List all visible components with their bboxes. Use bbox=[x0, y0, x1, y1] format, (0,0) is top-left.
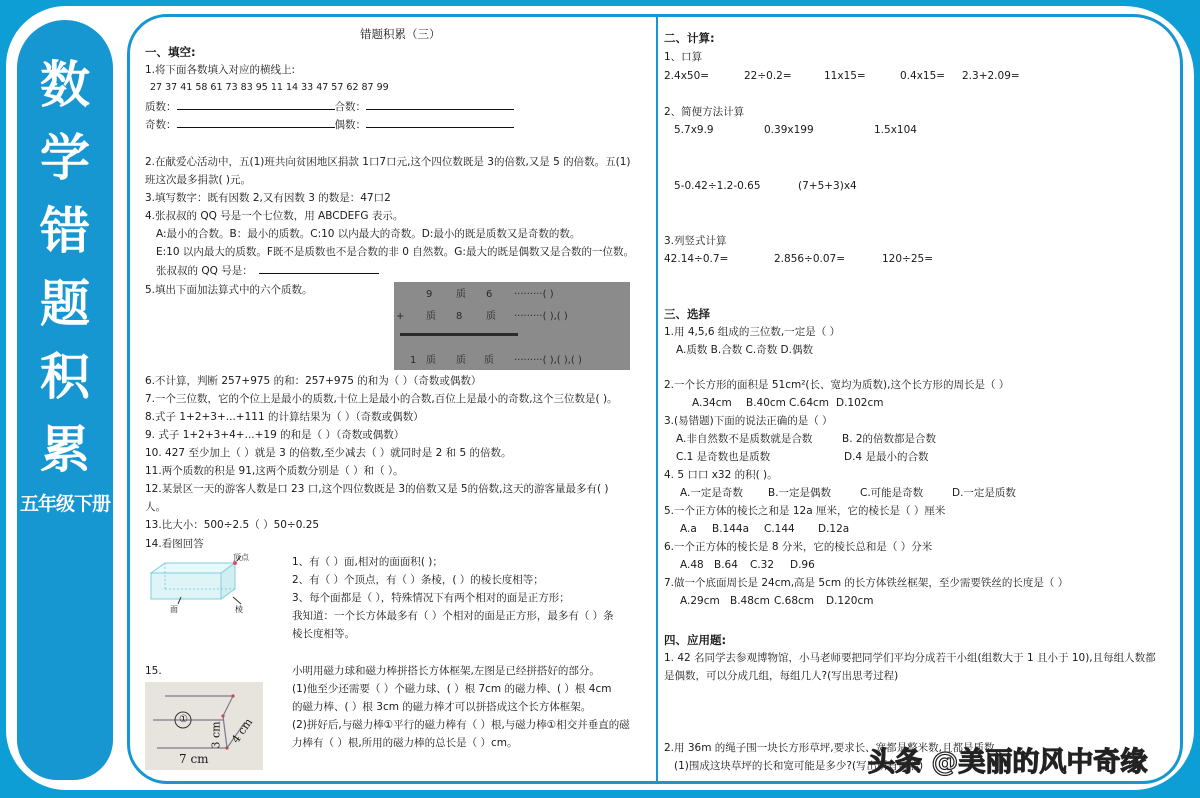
face-label: 面 bbox=[170, 605, 178, 614]
choice4-question: 4. 5 口口 x32 的积( )。 bbox=[664, 469, 778, 481]
mental-math-item: 0.4x15= bbox=[900, 70, 946, 82]
app1-line2: 是偶数，可以分成几组，每组几人?(写出思考过程) bbox=[664, 670, 899, 682]
edge-label: 棱 bbox=[235, 605, 243, 614]
choice3-option: C.1 是奇数也是质数 bbox=[676, 451, 771, 463]
q14-text: 14.看图回答 bbox=[145, 538, 204, 550]
sidebar-title-char: 数 bbox=[40, 56, 90, 114]
mental-math-item: 22÷0.2= bbox=[744, 70, 792, 82]
mental-math-item: 2.4x50= bbox=[664, 70, 710, 82]
choice1-question: 1.用 4,5,6 组成的三位数,一定是（ ） bbox=[664, 326, 841, 338]
q7-text: 7.一个三位数，它的个位上是最小的质数,十位上是最小的合数,百位上是最小的奇数,这个三位数是( )。 bbox=[145, 393, 618, 405]
q15-line4: (2)拼好后,与磁力棒①平行的磁力棒有（ ）根,与磁力棒①相交并垂直的磁 bbox=[292, 719, 630, 731]
q5-prime-slot: 质 bbox=[486, 311, 496, 322]
choice1-options: A.质数 B.合数 C.奇数 D.偶数 bbox=[676, 344, 813, 356]
sidebar-title-char: 累 bbox=[40, 421, 90, 479]
q13-text: 13.比大小：500÷2.5（ ）50÷0.25 bbox=[145, 519, 320, 531]
choice5-option: B.144a bbox=[712, 523, 750, 535]
q15-line1: 小明用磁力球和磁力棒拼搭长方体框架,左图是已经拼搭好的部分。 bbox=[292, 665, 600, 677]
q5-answer-slot: ·········( ) bbox=[514, 289, 554, 300]
q4-line-a: A:最小的合数。B：最小的质数。C:10 以内最大的奇数。D:最小的既是质数又是奇数的数。 bbox=[156, 228, 581, 240]
choice2-option: B.40cm bbox=[746, 397, 786, 409]
q4-answer-row bbox=[156, 262, 379, 280]
rod-label: ① bbox=[179, 714, 188, 725]
q4-text: 4.张叔叔的 QQ 号是一个七位数，用 ABCDEFG 表示。 bbox=[145, 210, 404, 222]
sidebar-title-char: 积 bbox=[40, 348, 90, 406]
choice6-option: D.96 bbox=[790, 559, 815, 571]
choice2-option: A.34cm bbox=[692, 397, 732, 409]
odd-label: 奇数： bbox=[145, 119, 177, 131]
q5-addition-image bbox=[394, 282, 630, 370]
q5-answer-slot: ·········( ),( ) bbox=[514, 311, 568, 322]
q5-plus: + bbox=[396, 311, 405, 322]
cuboid-figure bbox=[145, 553, 263, 613]
q11-text: 11.两个质数的积是 91,这两个质数分别是（ ）和（ ）。 bbox=[145, 465, 404, 477]
composite-label: 合数： bbox=[334, 101, 366, 113]
choice3-option: B. 2的倍数都是合数 bbox=[842, 433, 937, 445]
q2-line2: 班这次最多捐款( )元。 bbox=[145, 174, 252, 186]
mental-math-item: 2.3+2.09= bbox=[962, 70, 1020, 82]
mental-math-item: 11x15= bbox=[824, 70, 866, 82]
prime-answer-line[interactable] bbox=[177, 98, 335, 110]
sidebar-title-char: 错 bbox=[40, 202, 90, 260]
choice3-option: A.非自然数不是质数就是合数 bbox=[676, 433, 813, 445]
sidebar-title-char: 学 bbox=[40, 129, 90, 187]
vertex-label: 顶点 bbox=[233, 553, 249, 562]
choice6-option: B.64 bbox=[714, 559, 738, 571]
q14-line3: 3、每个面都是（ ），特殊情况下有两个相对的面是正方形； bbox=[292, 592, 570, 604]
choice7-option: A.29cm bbox=[680, 595, 720, 607]
choice5-question: 5.一个正方体的棱长之和是 12a 厘米，它的棱长是（ ）厘米 bbox=[664, 505, 946, 517]
choice4-option: B.一定是偶数 bbox=[768, 487, 832, 499]
q1-text: 1.将下面各数填入对应的横线上: bbox=[145, 64, 296, 76]
choice5-option: D.12a bbox=[818, 523, 850, 535]
q5-prime-slot: 质 bbox=[456, 289, 466, 300]
q15-number: 15. bbox=[145, 665, 162, 677]
simplified-calc-item: (7+5+3)x4 bbox=[798, 180, 857, 192]
choice2-question: 2.一个长方形的面积是 51cm²(长、宽均为质数),这个长方形的周长是（ ） bbox=[664, 379, 1010, 391]
simplified-calc-item: 5.7x9.9 bbox=[674, 124, 714, 136]
sidebar-grade: 五年级下册 bbox=[19, 493, 110, 515]
depth-label: 4 cm bbox=[229, 715, 256, 746]
worksheet-paper bbox=[127, 14, 1183, 784]
q5-digit: 1 bbox=[410, 355, 417, 366]
q2-line1: 2.在献爱心活动中，五(1)班共向贫困地区捐款 1口7口元,这个四位数既是 3的倍数,又是 5 的倍数。五(1) bbox=[145, 156, 631, 168]
column-divider bbox=[656, 17, 658, 781]
simplified-calc-item: 5-0.42÷1.2-0.65 bbox=[674, 180, 761, 192]
q12-line2: 人。 bbox=[145, 501, 166, 513]
choice4-option: D.一定是质数 bbox=[952, 487, 1016, 499]
choice7-option: B.48cm bbox=[730, 595, 770, 607]
even-answer-line[interactable] bbox=[366, 116, 514, 128]
q9-text: 9. 式子 1+2+3+4+...+19 的和是（ ）（奇数或偶数） bbox=[145, 429, 405, 441]
choice3-question: 3.(易错题)下面的说法正确的是（ ） bbox=[664, 415, 833, 427]
width-label: 7 cm bbox=[179, 752, 209, 766]
choice7-question: 7.做一个底面周长是 24cm,高是 5cm 的长方体铁丝框架，至少需要铁丝的长度是（ ） bbox=[664, 577, 1069, 589]
q1-odd-row bbox=[145, 116, 514, 134]
q5-digit: 6 bbox=[486, 289, 493, 300]
choice2-option: C.64cm bbox=[789, 397, 830, 409]
choice7-option: C.68cm bbox=[774, 595, 815, 607]
height-label: 3 cm bbox=[209, 721, 223, 749]
q5-prime-slot: 质 bbox=[426, 311, 436, 322]
sidebar-banner bbox=[17, 20, 113, 780]
vertical-calc-item: 120÷25= bbox=[882, 253, 933, 265]
app2-line2: (1)围成这块草坪的长和宽可能是多少?(写出所有可能) bbox=[674, 760, 924, 772]
section-choice: 三、选择 bbox=[664, 307, 710, 321]
mental-math-title: 1、口算 bbox=[664, 51, 703, 63]
simplified-calc-item: 0.39x199 bbox=[764, 124, 814, 136]
odd-answer-line[interactable] bbox=[177, 116, 335, 128]
vertical-calc-item: 2.856÷0.07= bbox=[774, 253, 846, 265]
sidebar-title-char: 题 bbox=[40, 275, 90, 333]
section-fill-in: 一、填空: bbox=[145, 45, 196, 59]
magnetic-rod-figure bbox=[145, 682, 263, 770]
vertical-calc-item: 42.14÷0.7= bbox=[664, 253, 729, 265]
choice6-option: C.32 bbox=[750, 559, 775, 571]
q14-line5: 棱长度相等。 bbox=[292, 628, 355, 640]
q12-line1: 12.某景区一天的游客人数是口 23 口,这个四位数既是 3的倍数又是 5的倍数,这天的游客量最多有( ) bbox=[145, 483, 609, 495]
choice6-option: A.48 bbox=[680, 559, 704, 571]
q10-text: 10. 427 至少加上（ ）就是 3 的倍数,至少减去（ ）就同时是 2 和 5 的倍数。 bbox=[145, 447, 512, 459]
simplified-calc-title: 2、简便方法计算 bbox=[664, 106, 745, 118]
qq-answer-line[interactable] bbox=[259, 262, 379, 274]
choice7-option: D.120cm bbox=[826, 595, 874, 607]
choice6-question: 6.一个正方体的棱长是 8 分米，它的棱长总和是（ ）分米 bbox=[664, 541, 933, 553]
choice4-option: A.一定是奇数 bbox=[680, 487, 743, 499]
choice4-option: C.可能是奇数 bbox=[860, 487, 924, 499]
q5-prime-slot: 质 bbox=[484, 355, 494, 366]
prime-label: 质数： bbox=[145, 101, 177, 113]
simplified-calc-item: 1.5x104 bbox=[874, 124, 917, 136]
q5-digit: 9 bbox=[426, 289, 433, 300]
q5-sum-line bbox=[400, 333, 518, 336]
q14-line1: 1、有（ ）面,相对的面面积( )； bbox=[292, 556, 443, 568]
q5-answer-slot: ·········( ),( ),( ) bbox=[514, 355, 582, 366]
choice5-option: C.144 bbox=[764, 523, 795, 535]
section-application: 四、应用题: bbox=[664, 633, 727, 647]
q15-line2: (1)他至少还需要（ ）个磁力球、( ）根 7cm 的磁力棒、( ）根 4cm bbox=[292, 683, 612, 695]
q5-prime-slot: 质 bbox=[426, 355, 436, 366]
section-calculation: 二、计算: bbox=[664, 31, 715, 45]
vertical-calc-title: 3.列竖式计算 bbox=[664, 235, 727, 247]
q14-line2: 2、有（ ）个顶点，有（ ）条棱，( ）的棱长度相等； bbox=[292, 574, 544, 586]
q8-text: 8.式子 1+2+3+...+111 的计算结果为（ ）（奇数或偶数） bbox=[145, 411, 424, 423]
q1-prime-row bbox=[145, 98, 514, 116]
choice3-option: D.4 是最小的合数 bbox=[844, 451, 929, 463]
doc-title: 错题积累（三） bbox=[360, 27, 441, 41]
q6-text: 6.不计算，判断 257+975 的和：257+975 的和为（ ）（奇数或偶数） bbox=[145, 375, 482, 387]
app2-line1: 2.用 36m 的绳子围一块长方形草坪,要求长、宽都是整米数,且都是质数。 bbox=[664, 742, 1005, 754]
qq-label: 张叔叔的 QQ 号是： bbox=[156, 265, 253, 277]
q4-line-e: E:10 以内最大的质数。F既不是质数也不是合数的非 0 自然数。G:最大的既是偶数又是合数的一位数。 bbox=[156, 246, 634, 258]
q5-text: 5.填出下面加法算式中的六个质数。 bbox=[145, 284, 313, 296]
q15-line3: 的磁力棒、( ）根 3cm 的磁力棒才可以拼搭成这个长方体框架。 bbox=[292, 701, 592, 713]
choice2-option: D.102cm bbox=[836, 397, 884, 409]
app1-line1: 1. 42 名同学去参观博物馆，小马老师要把同学们平均分成若干小组(组数大于 1 且小于 10),且每组人数都 bbox=[664, 652, 1156, 664]
q5-digit: 8 bbox=[456, 311, 463, 322]
q1-numbers: 27 37 41 58 61 73 83 95 11 14 33 47 57 62 87 99 bbox=[150, 82, 389, 93]
watermark: 头条 @美丽的风中奇缘 bbox=[868, 747, 1148, 778]
q15-line5: 力棒有（ ）根,所用的磁力棒的总长是（ ）cm。 bbox=[292, 737, 518, 749]
q3-text: 3.填写数字：既有因数 2,又有因数 3 的数是：47口2 bbox=[145, 192, 391, 204]
q14-line4: 我知道：一个长方体最多有（ ）个相对的面是正方形，最多有（ ）条 bbox=[292, 610, 614, 622]
composite-answer-line[interactable] bbox=[366, 98, 514, 110]
choice5-option: A.a bbox=[680, 523, 697, 535]
even-label: 偶数： bbox=[334, 119, 366, 131]
q5-prime-slot: 质 bbox=[456, 355, 466, 366]
